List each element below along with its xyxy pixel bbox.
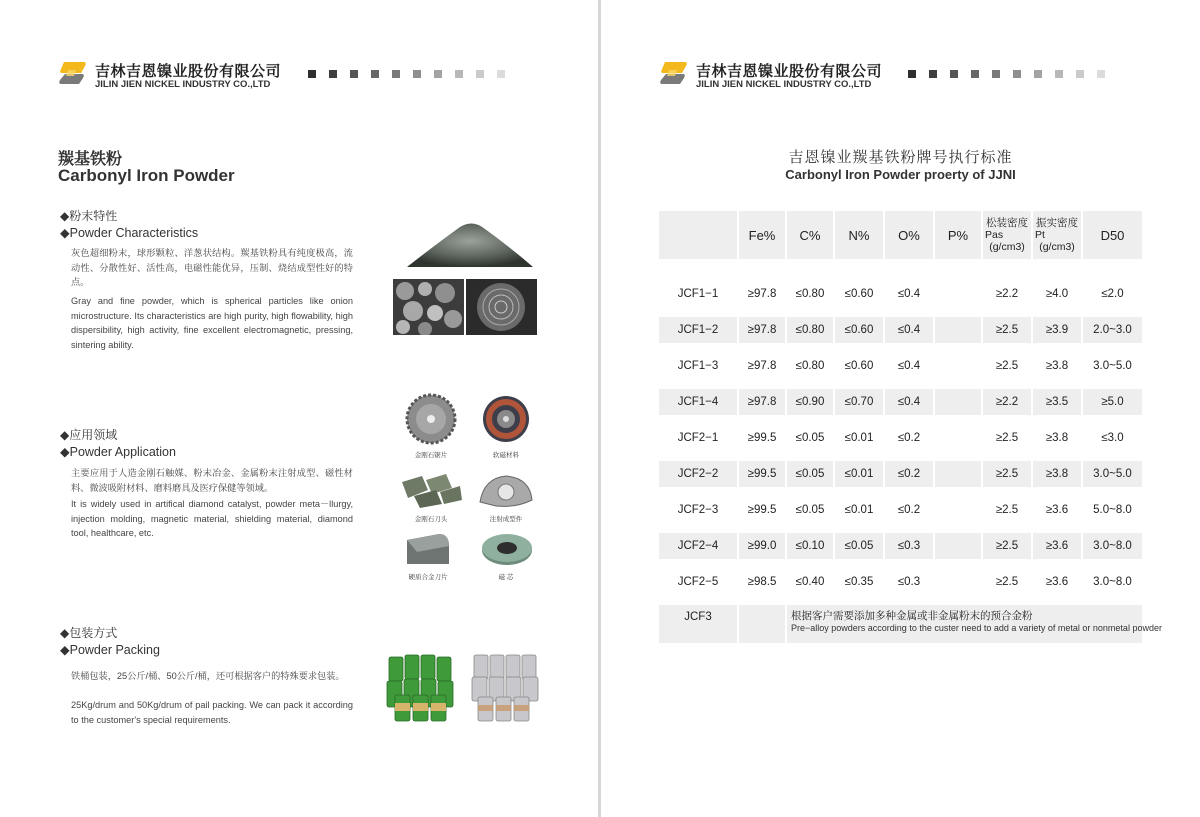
header-n: N% — [835, 211, 883, 259]
table-title-cn: 吉恩镍业羰基铁粉牌号执行标准 — [788, 149, 1013, 166]
application-heading-cn: ◆应用领域 — [60, 428, 118, 442]
header-p: P% — [935, 211, 981, 259]
table-row — [659, 425, 1142, 451]
cell-d50: 3.0~5.0 — [1093, 360, 1132, 372]
header-pt — [1033, 211, 1081, 259]
cell-grade: JCF2−2 — [659, 461, 737, 487]
cell-grade: JCF2−5 — [677, 576, 719, 588]
onion-structure-image — [466, 279, 537, 335]
cell-n: ≤0.70 — [835, 389, 883, 415]
cell-d50: 3.0~8.0 — [1093, 576, 1132, 588]
cell-fe: ≥98.5 — [747, 576, 777, 588]
cell-d50: 2.0~3.0 — [1083, 317, 1142, 343]
cell-n: ≤0.05 — [835, 533, 883, 559]
characteristics-text-en: Gray and fine powder, which is spherical particles like onion microstructure. Its characteristics are high purity, high flowability, high dispersibility, high activity, fine excellent electromagnetic, pressing, sintering ability. — [71, 296, 353, 350]
table-row — [659, 389, 1142, 415]
page-title-cn: 羰基铁粉 — [58, 151, 123, 168]
cell-grade: JCF1−4 — [659, 389, 737, 415]
caption-magnetic-core: 磁 芯 — [498, 574, 514, 581]
header-right — [659, 58, 1179, 94]
header-d50: D50 — [1083, 211, 1142, 259]
header-o: O% — [885, 211, 933, 259]
application-text-cn: 主要应用于人造金刚石触媒、粉末冶金、金属粉末注射成型、磁性材料、微波吸附材料、磨料磨具及医疗保健等领域。 — [71, 468, 353, 493]
cell-n: ≤0.01 — [844, 504, 874, 516]
caption-soft-magnetic: 软磁材料 — [493, 452, 519, 459]
cell-pt: ≥3.8 — [1045, 360, 1069, 372]
cell-grade: JCF2−1 — [677, 432, 719, 444]
cell-fe: ≥97.8 — [747, 360, 777, 372]
cell-p — [935, 317, 981, 343]
cell-pas: ≥2.5 — [995, 432, 1019, 444]
cell-pas: ≥2.5 — [983, 317, 1031, 343]
caption-injection-part: 注射成型件 — [489, 516, 523, 523]
table-row — [659, 569, 1142, 595]
right-page — [601, 0, 1200, 817]
cell-p — [935, 425, 981, 451]
soft-magnetic-material-image — [480, 393, 532, 445]
cell-n: ≤0.60 — [844, 360, 874, 372]
cell-o: ≤0.2 — [897, 504, 921, 516]
cell-empty — [739, 605, 785, 643]
cell-p — [935, 497, 981, 523]
table-row — [659, 461, 1142, 487]
cell-pas: ≥2.5 — [995, 360, 1019, 372]
green-drums-image — [385, 651, 463, 723]
cell-fe: ≥97.8 — [739, 317, 785, 343]
cell-pas: ≥2.5 — [995, 504, 1019, 516]
header-pt-cn: 振实密度 — [1036, 217, 1078, 229]
application-text-en: It is widely used in artifical diamond catalyst, powder meta－llurgy, injection molding, magnetic material, shielding material, diamond tool, healthcare, etc. — [71, 499, 353, 538]
packing-text-cn: 铁桶包装，25公斤/桶、50公斤/桶，还可根据客户的特殊要求包装。 — [71, 671, 345, 681]
caption-carbide-insert: 硬质合金刀片 — [408, 574, 448, 581]
caption-saw-blade: 金刚石锯片 — [414, 452, 448, 459]
header-pas-unit: (g/cm3) — [989, 241, 1025, 253]
cell-c: ≤0.40 — [795, 576, 825, 588]
characteristics-heading-en: ◆Powder Characteristics — [60, 226, 199, 240]
table-row — [659, 533, 1142, 559]
decorative-squares — [908, 70, 1105, 78]
cell-grade: JCF2−4 — [659, 533, 737, 559]
cell-o: ≤0.2 — [897, 432, 921, 444]
table-row — [659, 317, 1142, 343]
decorative-squares — [308, 70, 505, 78]
cell-pas: ≥2.5 — [983, 533, 1031, 559]
cell-n: ≤0.01 — [844, 432, 874, 444]
injection-molded-part-image — [476, 472, 536, 510]
cell-fe: ≥99.0 — [739, 533, 785, 559]
cell-d50: 3.0~5.0 — [1083, 461, 1142, 487]
cell-o: ≤0.4 — [897, 288, 921, 300]
table-header-row — [659, 211, 1142, 259]
cell-fe: ≥99.5 — [747, 432, 777, 444]
cell-c: ≤0.10 — [787, 533, 833, 559]
cell-fe: ≥97.8 — [739, 389, 785, 415]
cell-jcf3-note — [787, 605, 1162, 643]
table-row — [659, 281, 1142, 307]
powder-pile-image — [405, 215, 535, 270]
cell-pt: ≥3.5 — [1033, 389, 1081, 415]
cell-c: ≤0.80 — [795, 288, 825, 300]
cell-d50: 3.0~8.0 — [1083, 533, 1142, 559]
cell-pt: ≥4.0 — [1045, 288, 1069, 300]
cell-o: ≤0.4 — [885, 317, 933, 343]
cell-grade: JCF1−1 — [677, 288, 719, 300]
cell-pt: ≥3.8 — [1045, 432, 1069, 444]
carbide-insert-image — [403, 530, 453, 568]
cell-p — [935, 389, 981, 415]
cell-o: ≤0.4 — [885, 389, 933, 415]
table-row-jcf3 — [659, 605, 1162, 643]
company-name-cn: 吉林吉恩镍业股份有限公司 — [696, 63, 883, 80]
cell-c: ≤0.05 — [787, 461, 833, 487]
cell-n: ≤0.60 — [844, 288, 874, 300]
cell-n: ≤0.35 — [844, 576, 874, 588]
cell-d50: 5.0~8.0 — [1093, 504, 1132, 516]
header-c: C% — [787, 211, 833, 259]
header-pas — [983, 211, 1031, 259]
packing-heading-cn: ◆包装方式 — [60, 626, 118, 640]
application-heading-en: ◆Powder Application — [60, 445, 176, 459]
cell-c: ≤0.05 — [795, 432, 825, 444]
cell-pas: ≥2.5 — [983, 461, 1031, 487]
cell-o: ≤0.3 — [897, 576, 921, 588]
table-row — [659, 497, 1142, 523]
cell-grade: JCF2−3 — [677, 504, 719, 516]
cell-pt: ≥3.6 — [1045, 576, 1069, 588]
cell-pt: ≥3.9 — [1033, 317, 1081, 343]
characteristics-heading-cn: ◆粉末特性 — [60, 209, 118, 223]
cell-pas: ≥2.5 — [995, 576, 1019, 588]
cell-pt: ≥3.8 — [1033, 461, 1081, 487]
cell-n: ≤0.01 — [835, 461, 883, 487]
cell-d50: ≤2.0 — [1101, 288, 1124, 300]
cell-d50: ≤3.0 — [1101, 432, 1124, 444]
cell-p — [935, 569, 981, 595]
cell-c: ≤0.80 — [787, 317, 833, 343]
cell-pt: ≥3.6 — [1033, 533, 1081, 559]
left-page — [0, 0, 598, 817]
cell-p — [935, 353, 981, 379]
diamond-segment-image — [400, 472, 464, 510]
company-logo-icon — [58, 58, 88, 88]
cell-p — [935, 533, 981, 559]
cell-o: ≤0.3 — [885, 533, 933, 559]
packing-text-en: 25Kg/drum and 50Kg/drum of pail packing. We can pack it according to the customer's special requirements. — [71, 700, 353, 725]
cell-c: ≤0.90 — [787, 389, 833, 415]
diamond-saw-blade-image — [405, 393, 457, 445]
header-pas-en: Pas — [985, 229, 1004, 241]
cell-pt: ≥3.6 — [1045, 504, 1069, 516]
cell-c: ≤0.05 — [795, 504, 825, 516]
caption-diamond-segment: 金刚石刀头 — [414, 516, 448, 523]
cell-fe: ≥97.8 — [747, 288, 777, 300]
packing-heading-en: ◆Powder Packing — [60, 643, 160, 657]
page-title-en: Carbonyl Iron Powder — [58, 166, 235, 185]
cell-pas: ≥2.2 — [983, 389, 1031, 415]
company-name-en: JILIN JIEN NICKEL INDUSTRY CO.,LTD — [95, 79, 271, 90]
cell-pas: ≥2.2 — [995, 288, 1019, 300]
cell-o: ≤0.4 — [897, 360, 921, 372]
cell-n: ≤0.60 — [835, 317, 883, 343]
characteristics-text-cn: 灰色超细粉末，球形颗粒、洋葱状结构。羰基铁粉具有纯度极高，流动性、分散性好、活性高，电磁性能优异，压制、烧结成型性好的特点。 — [71, 248, 353, 287]
company-name-cn: 吉林吉恩镍业股份有限公司 — [95, 63, 282, 80]
header-pt-en: Pt — [1035, 229, 1045, 241]
cell-grade: JCF1−3 — [677, 360, 719, 372]
cell-fe: ≥99.5 — [739, 461, 785, 487]
company-logo-icon — [659, 58, 689, 88]
cell-p — [935, 281, 981, 307]
header-pt-unit: (g/cm3) — [1039, 241, 1075, 253]
header-grade — [659, 211, 737, 259]
table-title-en: Carbonyl Iron Powder proerty of JJNI — [785, 167, 1016, 182]
cell-grade-jcf3: JCF3 — [659, 605, 737, 643]
cell-p — [935, 461, 981, 487]
jcf3-note-cn: 根据客户需要添加多种金属或非金属粉末的预合金粉 — [791, 610, 1033, 622]
company-name-en: JILIN JIEN NICKEL INDUSTRY CO.,LTD — [696, 79, 872, 90]
header-fe: Fe% — [739, 211, 785, 259]
table-row — [659, 353, 1142, 379]
cell-grade: JCF1−2 — [659, 317, 737, 343]
sem-particles-image — [393, 279, 464, 335]
cell-fe: ≥99.5 — [747, 504, 777, 516]
header-left — [58, 58, 558, 94]
magnetic-core-image — [480, 530, 534, 568]
jcf3-note-en: Pre−alloy powders according to the custer need to add a variety of metal or nonmetal powder — [791, 623, 1162, 633]
cell-o: ≤0.2 — [885, 461, 933, 487]
silver-drums-image — [470, 651, 542, 723]
header-pas-cn: 松装密度 — [986, 217, 1028, 229]
cell-c: ≤0.80 — [795, 360, 825, 372]
cell-d50: ≥5.0 — [1083, 389, 1142, 415]
